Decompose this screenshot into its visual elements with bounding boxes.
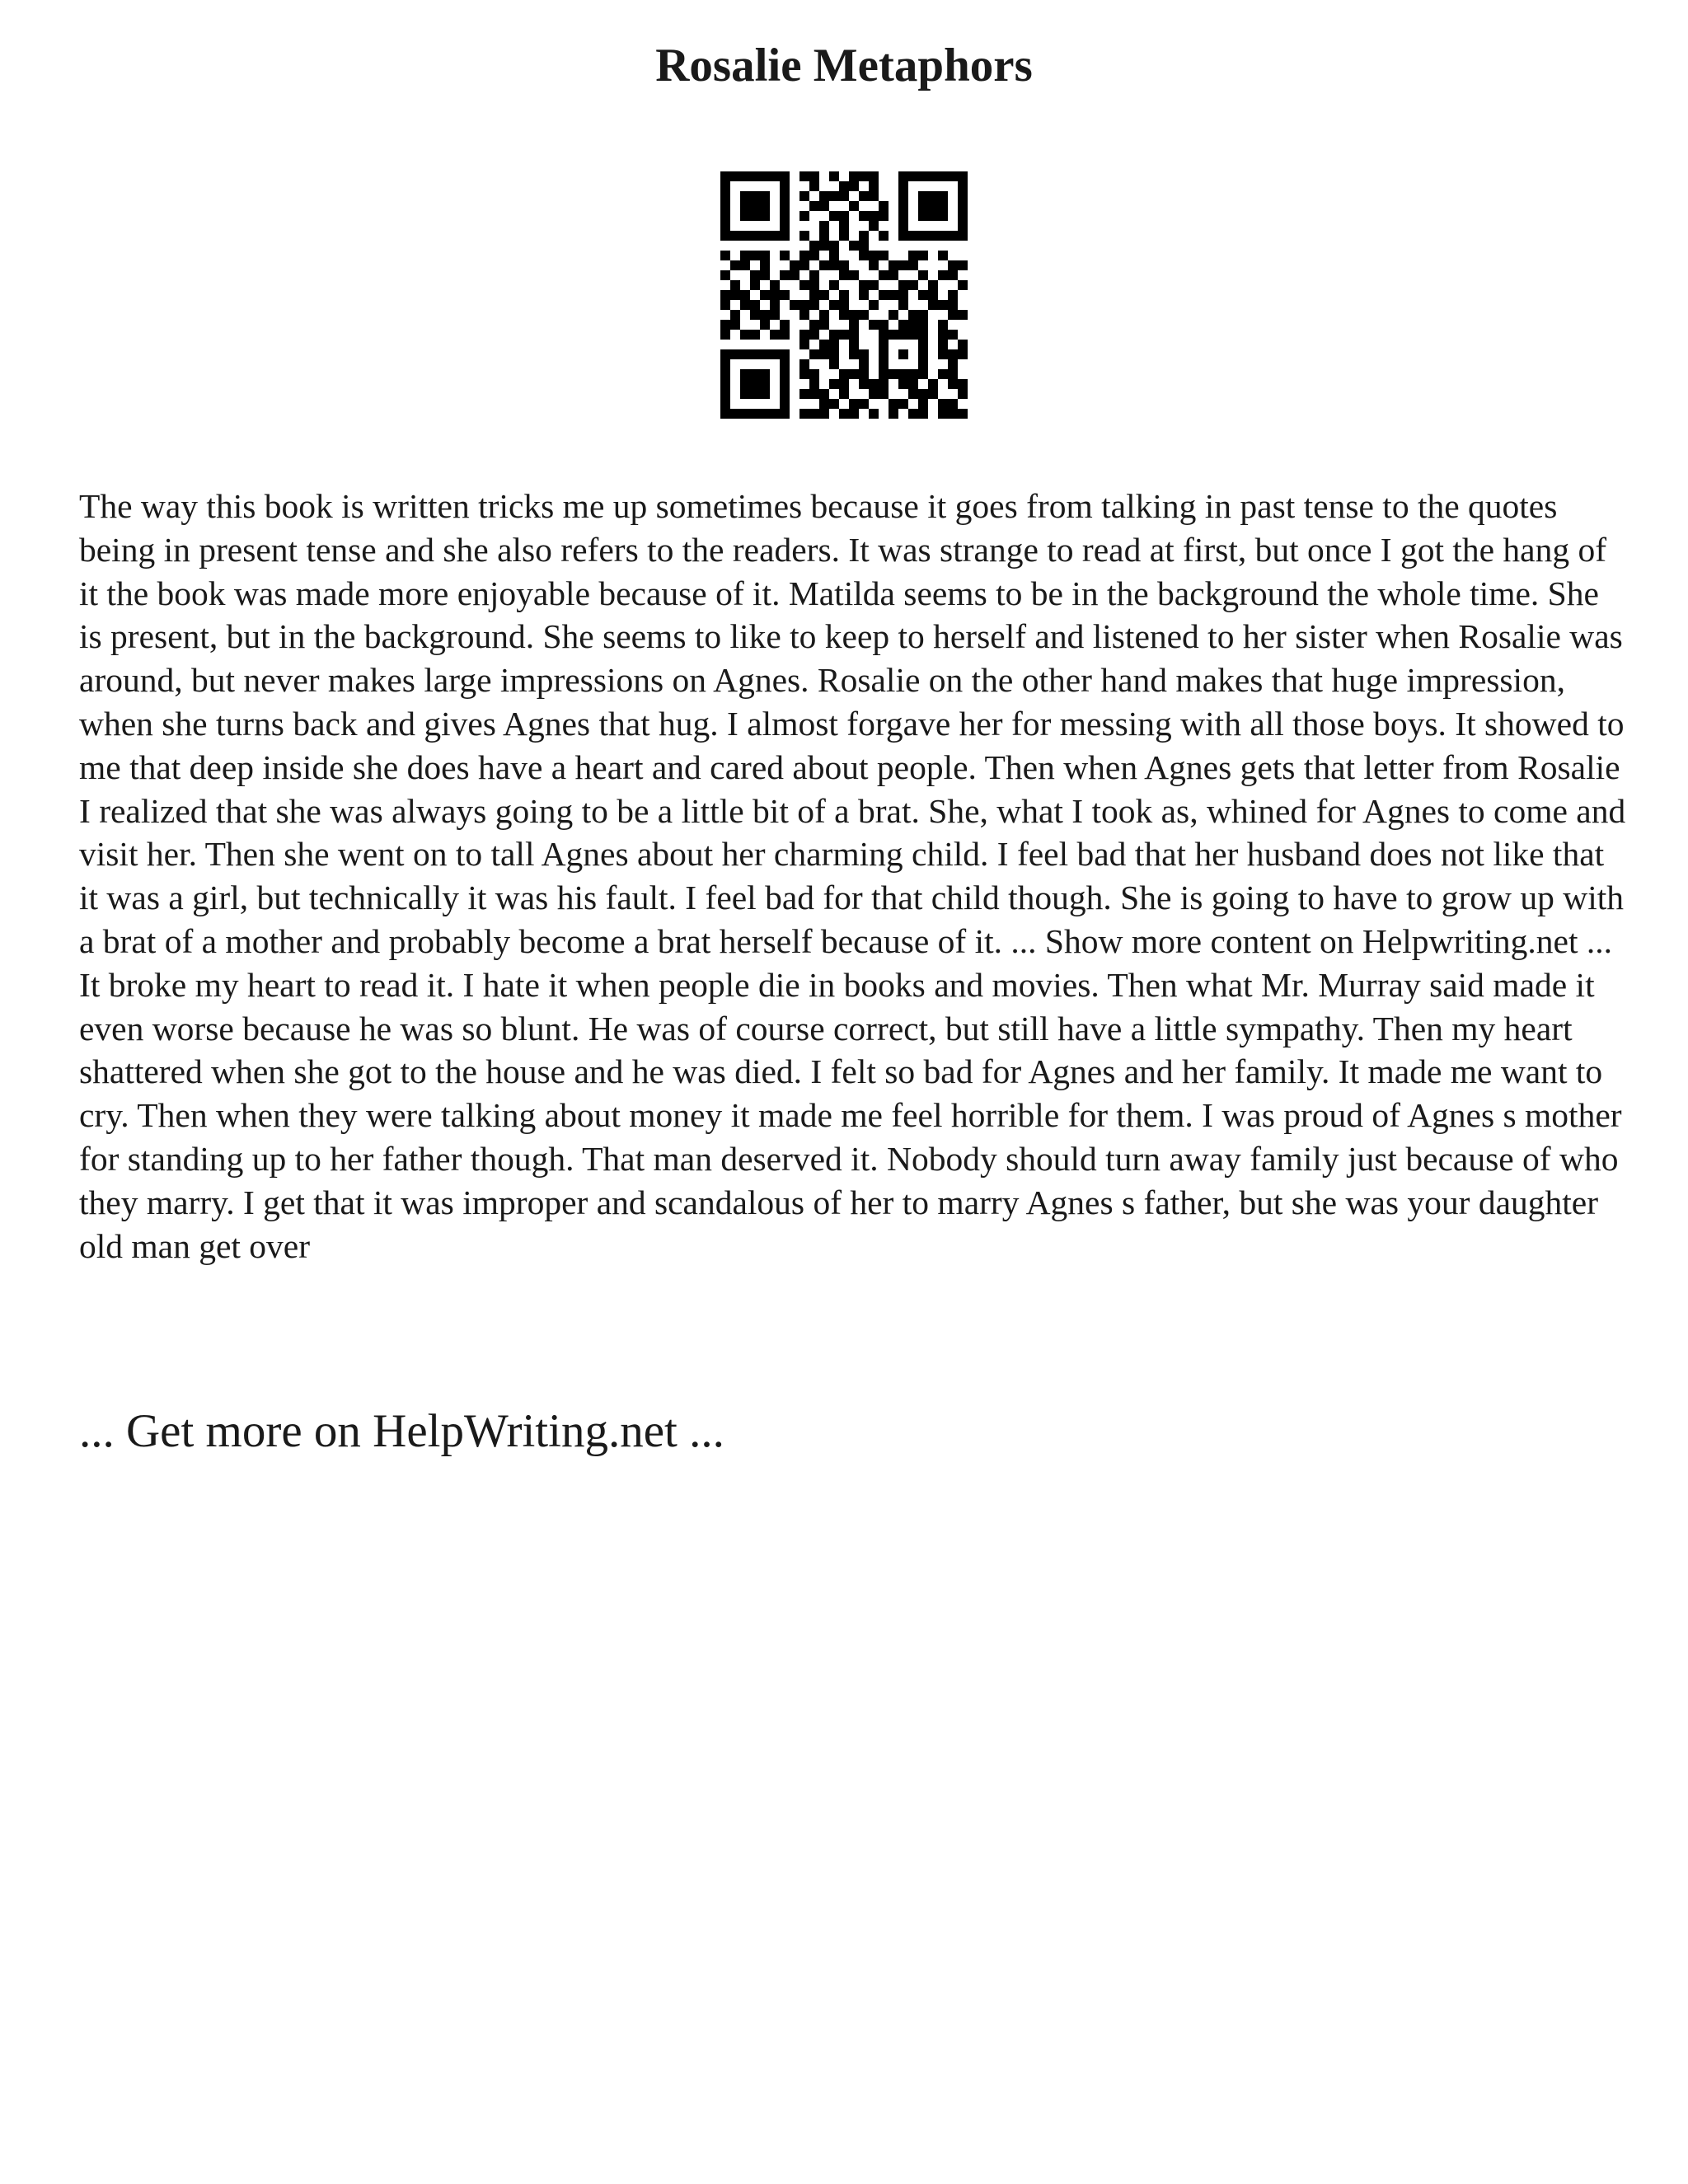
get-more-link[interactable]: ... Get more on HelpWriting.net ... — [79, 1405, 724, 1457]
paragraph: It broke my heart to read it. I hate it when people die in books and movies. Then what Mr. Murray said made it even worse because he was so blunt. He was of course correct, but still have a little sympathy. Then my heart shattered when she got to the house and he was died. I felt so bad for Agnes and her family. It made me want to cry. Then when they were talking about money it made me feel horrible for them. I was proud of Agnes s mother for standing up to her father though. That man deserved it. Nobody should turn away family just because of who they marry. I get that it was improper and scandalous of her to marry Agnes s father, but she was your daughter old man get over — [79, 965, 1622, 1265]
paragraph: The way this book is written tricks me up sometimes because it goes from talking in past tense to the quotes being in present tense and she also refers to the readers. It was strange to read at first, but once I got the hang of it the book was made more enjoyable because of it. Matilda seems to be in the background the whole time. She is present, but in the background. She seems to like to keep to herself and listened to her sister when Rosalie was around, but never makes large impressions on Agnes. Rosalie on the other hand makes that huge impression, when she turns back and gives Agnes that hug. I almost forgave her for messing with all those boys. It showed to me that deep inside she does have a heart and cared about people. Then when Agnes gets that letter from Rosalie I realized that she was always going to be a little bit of a brat. She, what I took as, whined for Agnes to come and visit her. Then she went on to tall Agnes about her charming child. I feel bad that her husband does not like that it was a girl, but technically it was his fault. I feel bad for that child though. She is going to have to grow up with a brat of a mother and probably become a brat herself because of it. ... Show more content on Helpwriting.net ... — [79, 487, 1626, 960]
document-body — [79, 485, 1629, 1268]
qr-code-icon — [720, 171, 968, 419]
document-title: Rosalie Metaphors — [655, 40, 1033, 91]
